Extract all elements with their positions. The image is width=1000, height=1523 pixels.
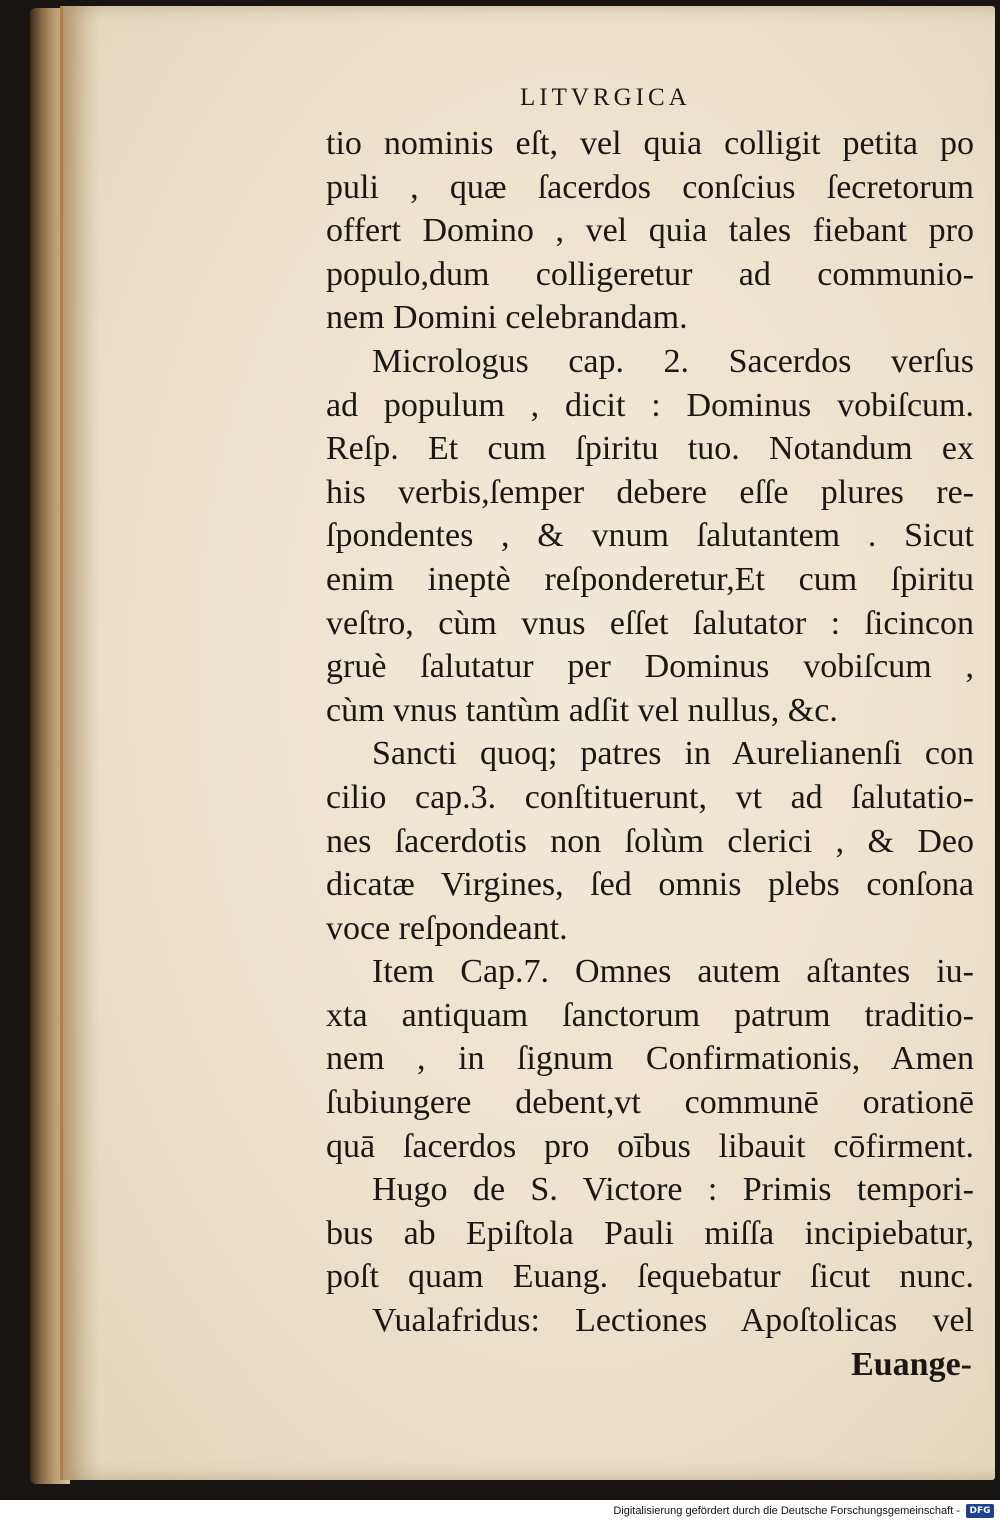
- text-line: quā ſacerdos pro oībus libauit cōfirment.: [326, 1127, 974, 1165]
- text-line: Reſp. Et cum ſpiritu tuo. Notandum ex: [326, 430, 974, 468]
- spine-shadow: [60, 6, 100, 1480]
- text-line: ſubiungere debent,vt communē orationē: [326, 1084, 974, 1122]
- text-line: his verbis,ſemper debere eſſe plures re-: [326, 473, 974, 511]
- text-line: bus ab Epiſtola Pauli miſſa incipiebatur,: [326, 1214, 974, 1252]
- catchword: Euange-: [851, 1345, 972, 1383]
- text-line: dicatæ Virgines, ſed omnis plebs conſona: [326, 866, 974, 904]
- text-line: Micrologus cap. 2. Sacerdos verſus: [372, 342, 974, 380]
- text-line: veſtro, cùm vnus eſſet ſalutator : ſicincon: [326, 604, 974, 642]
- text-line: ad populum , dicit : Dominus vobiſcum.: [326, 386, 974, 424]
- text-line: enim ineptè reſponderetur,Et cum ſpiritu: [326, 560, 974, 598]
- text-line: xta antiquam ſanctorum patrum traditio-: [326, 996, 974, 1034]
- text-line: voce reſpondeant.: [326, 909, 568, 947]
- text-line: offert Domino , vel quia tales fiebant pro: [326, 212, 974, 250]
- text-line: ſpondentes , & vnum ſalutantem . Sicut: [326, 517, 974, 555]
- text-line: tio nominis eſt, vel quia colligit petita po: [326, 125, 974, 162]
- text-line: Sancti quoq; patres in Aurelianenſi con: [372, 735, 974, 773]
- text-line: Vualafridus: Lectiones Apoſtolicas vel: [372, 1302, 974, 1340]
- text-line: Hugo de S. Victore : Primis tempori-: [372, 1171, 974, 1209]
- text-line: nem Domini celebrandam.: [326, 299, 688, 337]
- text-body: [326, 122, 974, 1386]
- dfg-logo: DFG: [966, 1504, 994, 1518]
- text-line: puli , quæ ſacerdos conſcius ſecretorum: [326, 168, 974, 206]
- text-line: populo,dum colligeretur ad communio-: [326, 255, 974, 293]
- text-line: nem , in ſignum Confirmationis, Amen: [326, 1040, 974, 1078]
- text-line: cilio cap.3. conſtituerunt, vt ad ſalutatio-: [326, 778, 974, 816]
- running-head: LITVRGICA: [520, 84, 691, 111]
- text-line: gruè ſalutatur per Dominus vobiſcum ,: [326, 648, 974, 686]
- text-line: cùm vnus tantùm adſit vel nullus, &c.: [326, 691, 838, 729]
- text-line: nes ſacerdotis non ſolùm clerici , & Deo: [326, 822, 974, 860]
- text-line: Item Cap.7. Omnes autem aſtantes iu-: [372, 953, 974, 991]
- footer: [0, 1500, 1000, 1523]
- text-line: poſt quam Euang. ſequebatur ſicut nunc.: [326, 1258, 974, 1296]
- footer-credit: Digitalisierung gefördert durch die Deutsche Forschungsgemeinschaft -: [613, 1505, 960, 1517]
